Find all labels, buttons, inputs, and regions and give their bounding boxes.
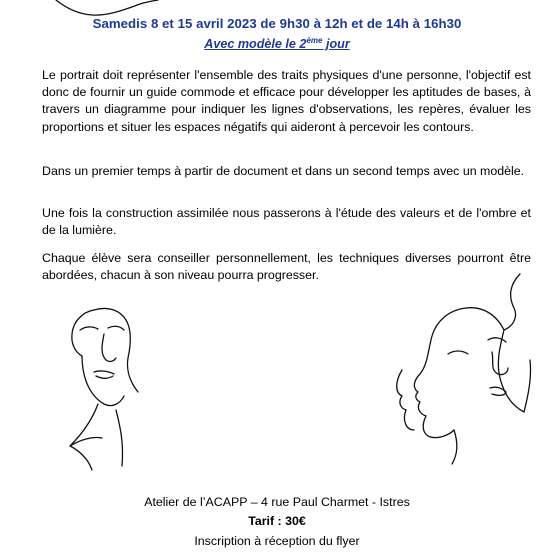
footer-address: Atelier de l’ACAPP – 4 rue Paul Charmet - Istres — [144, 495, 410, 509]
model-day-note: Avec modèle le 2ème jour — [204, 35, 350, 51]
event-dates: Samedis 8 et 15 avril 2023 de 9h30 à 12h et de 14h à 16h30 — [92, 16, 462, 31]
paragraph-students: Chaque élève sera conseiller personnellement, les techniques diverses pourront être abordées, chacun à son niveau pourra progresser. — [42, 251, 531, 283]
footer-tarif: Tarif : 30€ — [248, 514, 306, 528]
right-profiles-line-art-icon — [392, 270, 542, 465]
left-face-line-art-icon — [58, 300, 158, 480]
paragraph-portrait: Le portrait doit représenter l'ensemble des traits physiques d'une personne, l'objectif est donc de fournir un guide commode et efficace pour développer les aptitudes de bases, à travers un diagramme pour indiquer les lignes d'observations, les repères, évaluer les proportions et situer les espaces négatifs qui aideront à percevoir les contours. — [42, 68, 531, 134]
paragraph-steps: Dans un premier temps à partir de document et dans un second temps avec un modèle. — [42, 164, 525, 178]
paragraph-values: Une fois la construction assimilée nous passerons à l'étude des valeurs et de l'ombre et de la lumière. — [42, 206, 531, 238]
footer-inscription: Inscription à réception du flyer — [194, 534, 360, 548]
